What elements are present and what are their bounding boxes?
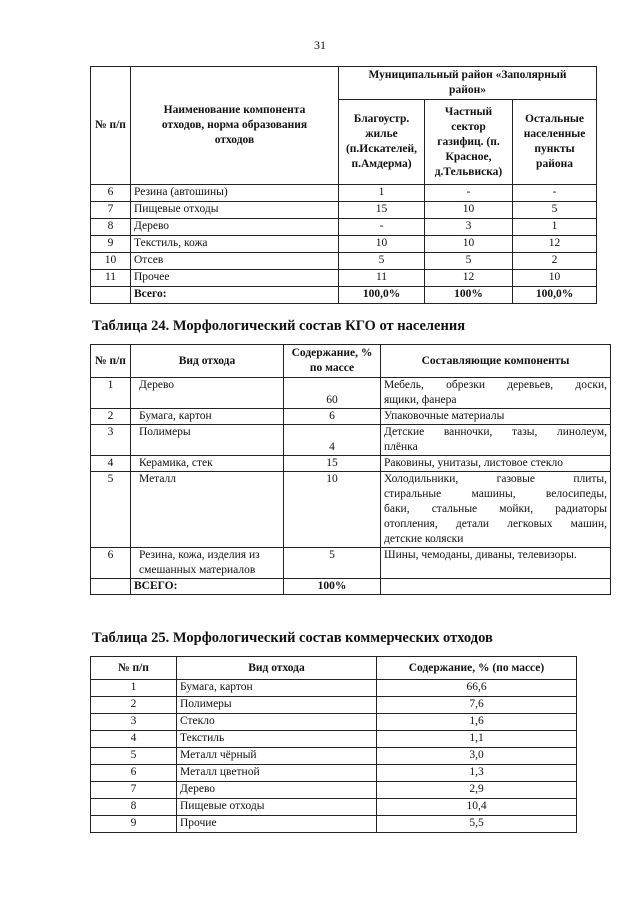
row-content-percent: 15	[284, 456, 381, 472]
table24-caption: Таблица 24. Морфологический состав КГО от населения	[92, 318, 466, 334]
component-line: Упаковочные материалы	[384, 410, 505, 422]
table-row	[91, 236, 597, 253]
row-content-percent: 1,3	[377, 765, 577, 782]
row-number: 8	[91, 799, 177, 816]
row-component-name: Резина (автошины)	[131, 185, 339, 202]
total-content-percent: 100%	[284, 579, 381, 595]
total-empty-cell	[91, 287, 131, 304]
row-number: 5	[91, 748, 177, 765]
row-number: 7	[91, 202, 131, 219]
header-num: № п/п	[91, 657, 177, 680]
table-row	[91, 765, 577, 782]
row-waste-type: Бумага, картон	[131, 409, 284, 425]
table-row	[91, 799, 577, 816]
table-row	[91, 472, 611, 548]
row-number: 6	[91, 185, 131, 202]
table-row	[91, 548, 611, 579]
row-number: 11	[91, 270, 131, 287]
table25-commercial-waste-composition	[90, 656, 577, 833]
row-content-percent: 10	[284, 472, 381, 548]
row-components	[381, 409, 611, 425]
header-waste-type: Вид отхода	[177, 657, 377, 680]
row-number: 2	[91, 697, 177, 714]
table-row	[91, 816, 577, 833]
row-value-private-sector: -	[425, 185, 513, 202]
row-value-private-sector: 10	[425, 236, 513, 253]
component-line: Детские ванночки, тазы, линолеум,	[384, 426, 607, 438]
row-number: 4	[91, 731, 177, 748]
row-waste-type: Бумага, картон	[177, 680, 377, 697]
row-content-percent: 66,6	[377, 680, 577, 697]
table-row	[91, 714, 577, 731]
row-waste-type: Металл чёрный	[177, 748, 377, 765]
row-component-name: Прочее	[131, 270, 339, 287]
header-sub-other-settlements: Остальные населенные пункты района	[513, 100, 597, 185]
header-content-percent: Содержание, % по массе	[284, 345, 381, 378]
row-waste-type: Резина, кожа, изделия из смешанных материалов	[131, 548, 284, 579]
total-value-housing: 100,0%	[339, 287, 425, 304]
row-content-percent: 7,6	[377, 697, 577, 714]
row-waste-type: Текстиль	[177, 731, 377, 748]
table-row	[91, 680, 577, 697]
table-row	[91, 409, 611, 425]
table-row	[91, 782, 577, 799]
row-content-percent: 3,0	[377, 748, 577, 765]
total-value-private-sector: 100%	[425, 287, 513, 304]
table25-caption: Таблица 25. Морфологический состав коммерческих отходов	[92, 630, 493, 646]
row-components	[381, 472, 611, 548]
component-line: баки, стальные мойки, радиаторы	[384, 503, 607, 515]
row-value-other-settlements: 1	[513, 219, 597, 236]
table-row	[91, 731, 577, 748]
row-content-percent: 1,6	[377, 714, 577, 731]
row-waste-type: Металл цветной	[177, 765, 377, 782]
table-total-row	[91, 287, 597, 304]
header-num: № п/п	[91, 345, 131, 378]
total-empty-cell	[91, 579, 131, 595]
row-number: 4	[91, 456, 131, 472]
table-total-row	[91, 579, 611, 595]
header-municipal-district: Муниципальный район «Заполярный район»	[339, 67, 597, 100]
row-waste-type: Металл	[131, 472, 284, 548]
row-value-private-sector: 12	[425, 270, 513, 287]
table-row	[91, 425, 611, 456]
total-empty-cell	[381, 579, 611, 595]
component-line: Мебель, обрезки деревьев, доски,	[384, 379, 607, 391]
component-line: плёнка	[384, 441, 418, 453]
row-components	[381, 378, 611, 409]
header-component-name: Наименование компонента отходов, норма образования отходов	[131, 67, 339, 185]
row-content-percent: 60	[284, 378, 381, 409]
table-row	[91, 697, 577, 714]
row-number: 10	[91, 253, 131, 270]
row-components	[381, 548, 611, 579]
row-value-housing: 11	[339, 270, 425, 287]
row-waste-type: Стекло	[177, 714, 377, 731]
row-value-housing: 15	[339, 202, 425, 219]
row-value-other-settlements: -	[513, 185, 597, 202]
row-number: 8	[91, 219, 131, 236]
row-waste-type: Прочие	[177, 816, 377, 833]
row-components	[381, 425, 611, 456]
row-content-percent: 6	[284, 409, 381, 425]
component-line: детские коляски	[384, 533, 464, 545]
page-number: 31	[314, 38, 326, 52]
header-sub-housing: Благоустр. жилье (п.Искателей, п.Амдерма)	[339, 100, 425, 185]
header-content-percent: Содержание, % (по массе)	[377, 657, 577, 680]
total-label: ВСЕГО:	[131, 579, 284, 595]
row-number: 1	[91, 680, 177, 697]
row-number: 9	[91, 816, 177, 833]
component-line: Раковины, унитазы, листовое стекло	[384, 457, 563, 469]
table-row	[91, 219, 597, 236]
row-waste-type: Керамика, стек	[131, 456, 284, 472]
table-row	[91, 456, 611, 472]
table24-bulky-waste-composition	[90, 344, 611, 595]
row-value-housing: 5	[339, 253, 425, 270]
header-components: Составляющие компоненты	[381, 345, 611, 378]
component-line: стиральные машины, велосипеды,	[384, 488, 607, 500]
row-value-housing: -	[339, 219, 425, 236]
row-number: 3	[91, 425, 131, 456]
table-row	[91, 202, 597, 219]
row-number: 6	[91, 548, 131, 579]
row-number: 9	[91, 236, 131, 253]
row-content-percent: 2,9	[377, 782, 577, 799]
row-value-other-settlements: 12	[513, 236, 597, 253]
row-content-percent: 5	[284, 548, 381, 579]
row-waste-type: Дерево	[177, 782, 377, 799]
row-components	[381, 456, 611, 472]
row-content-percent: 5,5	[377, 816, 577, 833]
table-row	[91, 253, 597, 270]
row-waste-type: Полимеры	[131, 425, 284, 456]
component-line: ящики, фанера	[384, 394, 457, 406]
row-number: 6	[91, 765, 177, 782]
row-waste-type: Полимеры	[177, 697, 377, 714]
row-value-housing: 10	[339, 236, 425, 253]
header-waste-type: Вид отхода	[131, 345, 284, 378]
table-row	[91, 270, 597, 287]
row-number: 5	[91, 472, 131, 548]
row-value-other-settlements: 2	[513, 253, 597, 270]
row-number: 7	[91, 782, 177, 799]
waste-composition-table-continued	[90, 66, 597, 304]
row-value-other-settlements: 10	[513, 270, 597, 287]
row-number: 1	[91, 378, 131, 409]
row-number: 2	[91, 409, 131, 425]
row-value-housing: 1	[339, 185, 425, 202]
row-component-name: Пищевые отходы	[131, 202, 339, 219]
header-num: № п/п	[91, 67, 131, 185]
table-row	[91, 748, 577, 765]
row-value-other-settlements: 5	[513, 202, 597, 219]
component-line: Холодильники, газовые плиты,	[384, 473, 607, 485]
row-content-percent: 1,1	[377, 731, 577, 748]
row-component-name: Дерево	[131, 219, 339, 236]
row-value-private-sector: 10	[425, 202, 513, 219]
row-number: 3	[91, 714, 177, 731]
component-line: Шины, чемоданы, диваны, телевизоры.	[384, 549, 577, 561]
total-value-other-settlements: 100,0%	[513, 287, 597, 304]
component-line: отопления, детали легковых машин,	[384, 518, 607, 530]
row-component-name: Текстиль, кожа	[131, 236, 339, 253]
row-content-percent: 4	[284, 425, 381, 456]
table-row	[91, 185, 597, 202]
row-waste-type: Пищевые отходы	[177, 799, 377, 816]
row-component-name: Отсев	[131, 253, 339, 270]
total-label: Всего:	[131, 287, 339, 304]
row-value-private-sector: 5	[425, 253, 513, 270]
row-content-percent: 10,4	[377, 799, 577, 816]
header-sub-private-sector: Частный сектор газифиц. (п. Красное, д.Тельвиска)	[425, 100, 513, 185]
row-value-private-sector: 3	[425, 219, 513, 236]
table-row	[91, 378, 611, 409]
row-waste-type: Дерево	[131, 378, 284, 409]
